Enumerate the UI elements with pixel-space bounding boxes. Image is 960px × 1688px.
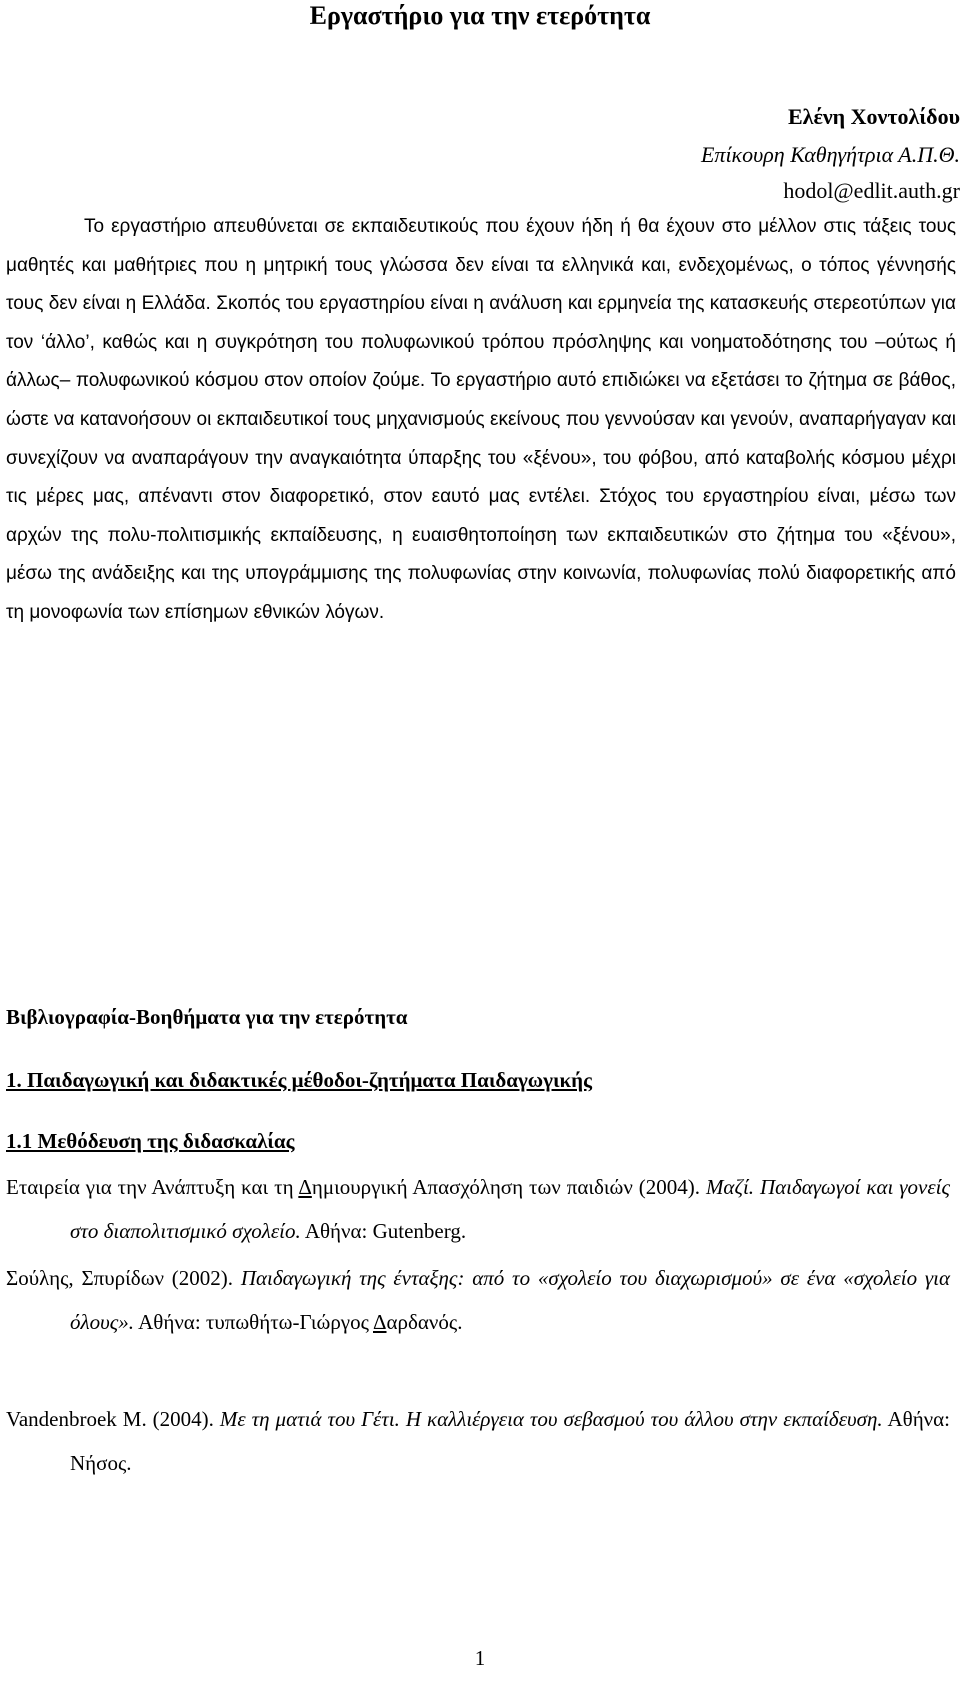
reference-publisher: Αθήνα: Νήσος. [70,1407,951,1475]
reference-publisher: αρδανός. [386,1310,463,1334]
reference-entry [6,1397,950,1485]
section-1-heading: 1. Παιδαγωγική και διδακτικές μέθοδοι-ζητήματα Παιδαγωγικής [6,1068,592,1092]
document-title: Εργαστήριο για την ετερότητα [309,1,651,30]
abstract-paragraph: Το εργαστήριο απευθύνεται σε εκπαιδευτικούς που έχουν ήδη ή θα έχουν στο μέλλον στις τάξεις τους μαθητές και μαθήτριες που η μητρική τους γλώσσα δεν είναι τα ελληνικά και, ενδεχομένως, ο τόπος γέννησής τους δεν είναι η Ελλάδα. Σκοπός του εργαστηρίου είναι η ανάλυση και ερμηνεία της κατασκευής στερεοτύπων για τον ‘άλλο’, καθώς και η συγκρότηση του πολυφωνικού τρόπου πρόσληψης και νοηματοδότησης του –ούτως ή άλλως– πολυφωνικού κόσμου στον οποίον ζούμε. Το εργαστήριο αυτό επιδιώκει να εξετάσει το ζήτημα σε βάθος, ώστε να κατανοήσουν οι εκπαιδευτικοί τους μηχανισμούς εκείνους που γεννούσαν και γενούν, αναπαρήγαγαν και συνεχίζουν να αναπαράγουν την αναγκαιότητα ύπαρξης του «ξένου», του φόβου, από καταβολής κόσμου μέχρι τις μέρες μας, απέναντι στον διαφορετικό, στον εαυτό μας εντέλει. Στόχος του εργαστηρίου είναι, μέσω των αρχών της πολυ-πολιτισμικής εκπαίδευσης, η ευαισθητοποίηση των εκπαιδευτικών στο ζήτημα του «ξένου», μέσω της ανάδειξης και της υπογράμμισης της πολυφωνίας στην κοινωνία, πολυφωνίας πολύ διαφορετικής από τη μονοφωνία των επίσημων εθνικών λόγων. [6,216,956,623]
reference-entry [6,1256,950,1344]
author-name: Ελένη Χοντολίδου [787,104,960,129]
reference-publisher-underlined: Δ [373,1310,387,1334]
reference-author: Σούλης, Σπυρίδων (2002). [6,1266,234,1290]
author-email: hodol@edlit.auth.gr [783,178,960,203]
reference-title: Παιδαγωγική της ένταξης: από το «σχολείο του διαχωρισμού» σε ένα «σχολείο για όλους». [70,1266,951,1334]
reference-title: Με τη ματιά του Γέτι. Η καλλιέργεια του σεβασμού του άλλου στην εκπαίδευση. [219,1407,883,1431]
reference-title: Μαζί. Παιδαγωγοί και γονείς στο διαπολιτισμικό σχολείο. [70,1175,950,1243]
reference-author: Εταιρεία για την Ανάπτυξη και τη [6,1175,299,1199]
section-1-1-heading: 1.1 Μεθόδευση της διδασκαλίας [6,1129,295,1153]
reference-publisher: Αθήνα: Gutenberg. [304,1219,467,1243]
reference-author: ημιουργική Απασχόληση των παιδιών (2004). [311,1175,700,1199]
reference-entry [6,1165,950,1253]
reference-publisher: Αθήνα: τυπωθήτω-Γιώργος [138,1310,373,1334]
author-role: Επίκουρη Καθηγήτρια Α.Π.Θ. [700,142,960,167]
reference-author: Vandenbroek M. (2004). [6,1407,214,1431]
bibliography-heading: Βιβλιογραφία-Βοηθήματα για την ετερότητα [6,1005,408,1029]
page-number: 1 [474,1646,486,1670]
reference-author-underlined: Δ [298,1175,312,1199]
